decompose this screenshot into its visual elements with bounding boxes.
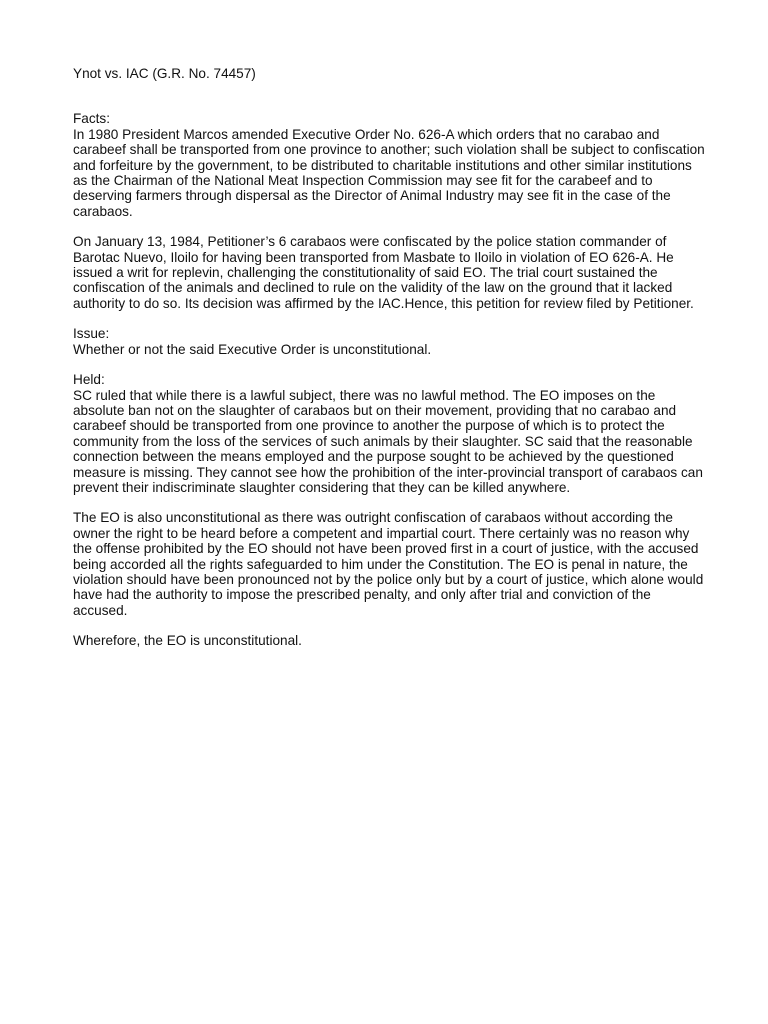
paragraph-gap bbox=[73, 311, 708, 326]
facts-paragraph-1: In 1980 President Marcos amended Executive Order No. 626-A which orders that no carabao and carabeef shall be transported from one province to another; such violation shall be subject to confiscation and forfeiture by the government, to be distributed to charitable institutions and other similar institutions as the Chairman of the National Meat Inspection Commission may see fit for the carabeef and to deserving farmers through dispersal as the Director of Animal Industry may see fit in the case of the carabaos. bbox=[73, 126, 705, 219]
paragraph-gap bbox=[73, 219, 708, 234]
held-paragraph-2: The EO is also unconstitutional as there was outright confiscation of carabaos without according the owner the right to be heard before a competent and impartial court. There certainly was no reason why the offense prohibited by the EO should not have been proved first in a court of justice, with the accused being accorded all the rights safeguarded to him under the Constitution. The EO is penal in nature, the violation should have been pronounced not by the police only but by a court of justice, which alone would have had the authority to impose the prescribed penalty, and only after trial and conviction of the accused. bbox=[73, 510, 704, 618]
paragraph-gap bbox=[73, 357, 708, 372]
issue-text: Whether or not the said Executive Order is unconstitutional. bbox=[73, 341, 432, 357]
conclusion-text: Wherefore, the EO is unconstitutional. bbox=[73, 633, 302, 649]
paragraph-gap bbox=[73, 618, 708, 633]
held-heading: Held: bbox=[73, 372, 105, 388]
case-title: Ynot vs. IAC (G.R. No. 74457) bbox=[73, 66, 256, 81]
issue-heading: Issue: bbox=[73, 326, 110, 342]
held-paragraph-1: SC ruled that while there is a lawful subject, there was no lawful method. The EO imposes on the absolute ban not on the slaughter of carabaos but on their movement, providing that no carabao and carabeef should be transported from one province to another the purpose of which is to protect the community from the loss of the services of such animals by their slaughter. SC said that the reasonable connection between the means employed and the purpose sought to be achieved by the questioned measure is missing. They cannot see how the prohibition of the inter-provincial transport of carabaos can prevent their indiscriminate slaughter considering that they can be killed anywhere. bbox=[73, 387, 703, 495]
facts-paragraph-2: On January 13, 1984, Petitioner’s 6 carabaos were confiscated by the police station commander of Barotac Nuevo, Iloilo for having been transported from Masbate to Iloilo in violation of EO 626-A. He issued a writ for replevin, challenging the constitutionality of said EO. The trial court sustained the confiscation of the animals and declined to rule on the validity of the law on the ground that it lacked authority to do so. Its decision was affirmed by the IAC.Hence, this petition for review filed by Petitioner. bbox=[73, 234, 694, 311]
paragraph-gap bbox=[73, 495, 708, 510]
facts-heading: Facts: bbox=[73, 111, 111, 127]
